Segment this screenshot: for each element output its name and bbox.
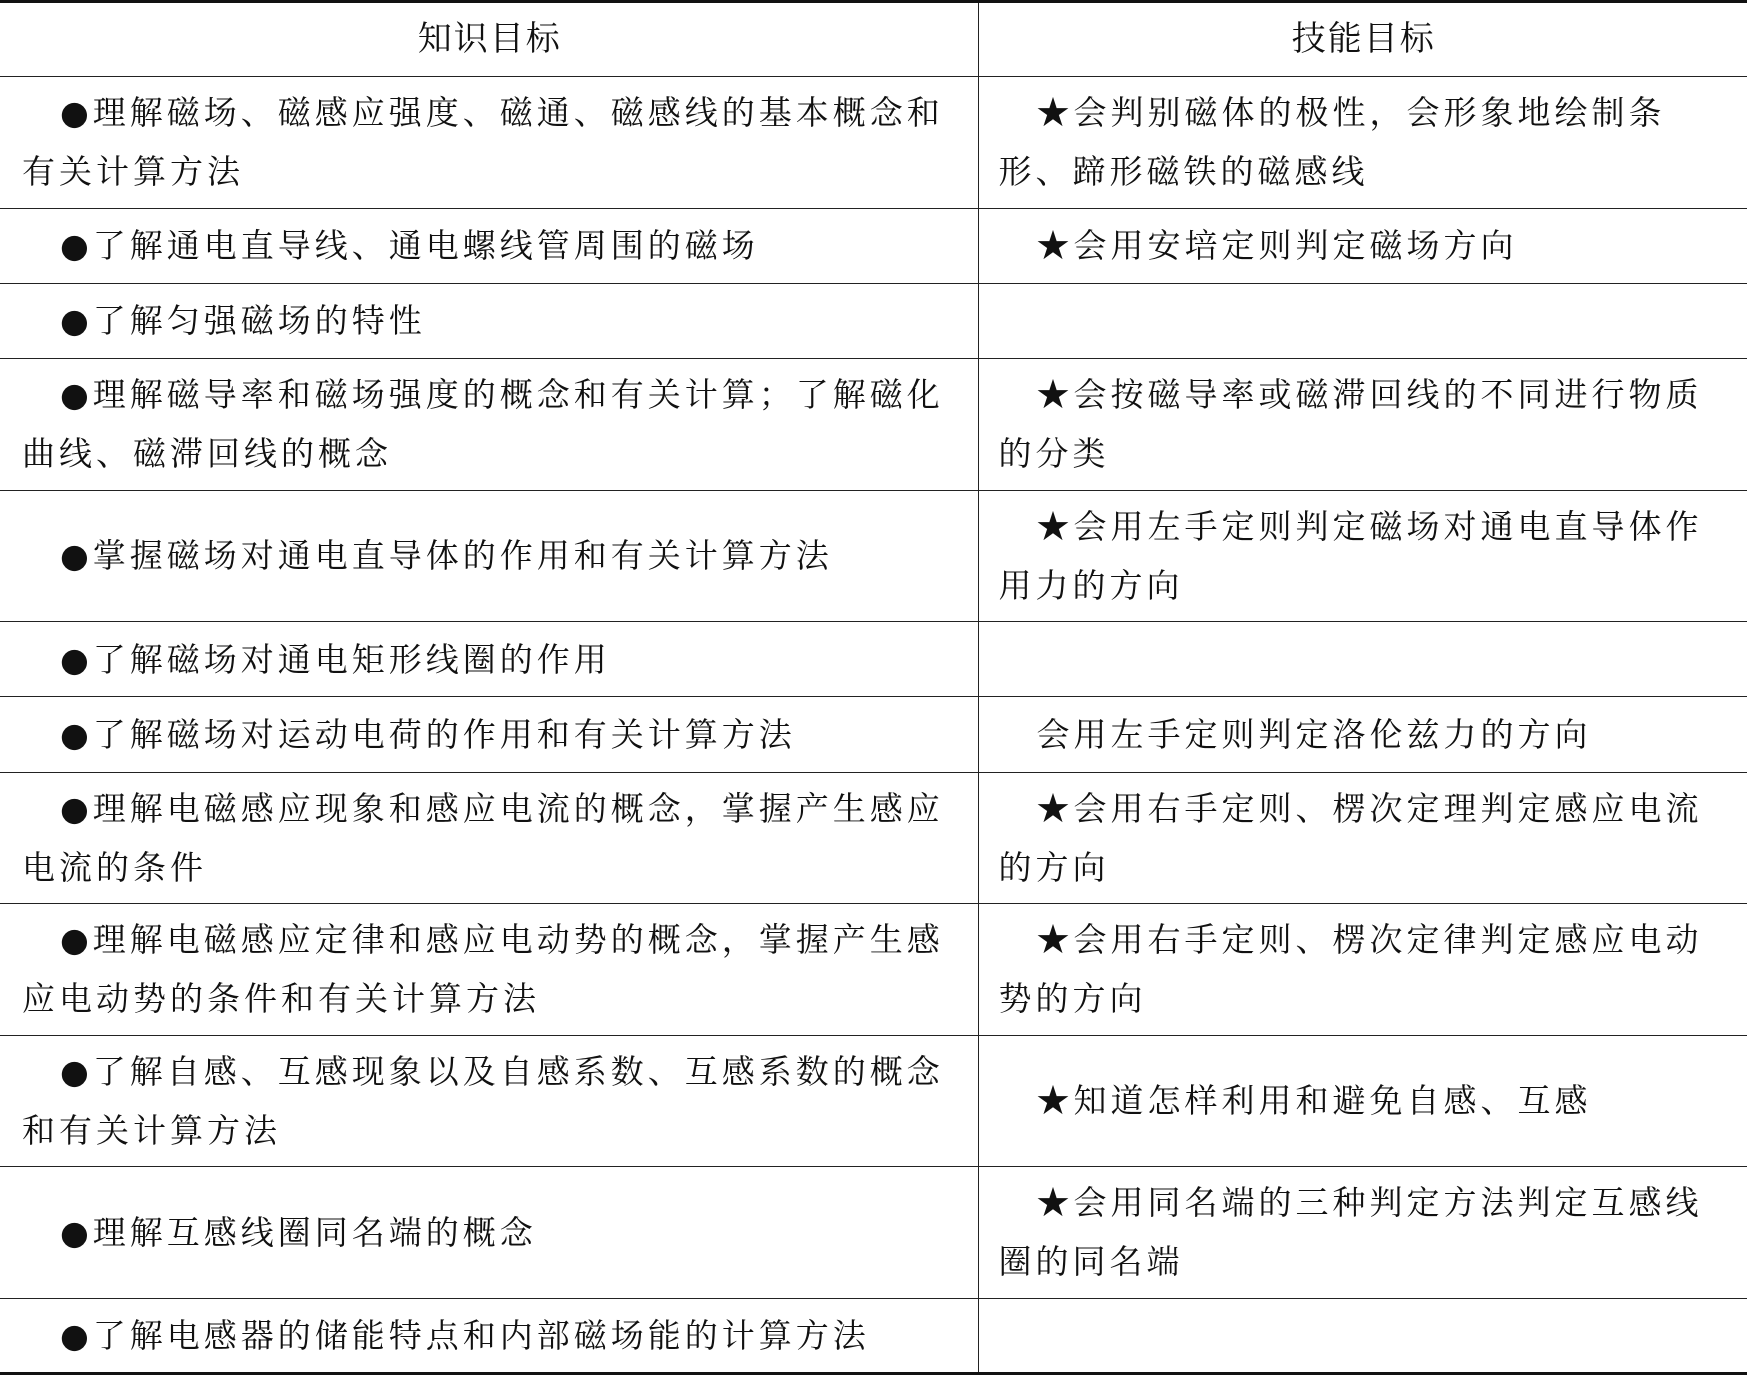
knowledge-text: ●了解磁场对通电矩形线圈的作用: [60, 639, 611, 679]
skill-text: ★会用右手定则、楞次定律判定感应电动势的方向: [998, 920, 1703, 1019]
skill-cell: [978, 1167, 1747, 1299]
skill-text: ★会用安培定则判定磁场方向: [1036, 226, 1518, 266]
table-row: [0, 1298, 1747, 1373]
knowledge-text: ●了解通电直导线、通电螺线管周围的磁场: [60, 226, 759, 266]
table-row: [0, 77, 1747, 209]
table-row: [0, 283, 1747, 358]
skill-cell: [978, 359, 1747, 491]
knowledge-cell: [0, 208, 978, 283]
skill-text: ★会判别磁体的极性，会形象地绘制条形、蹄形磁铁的磁感线: [998, 93, 1666, 192]
knowledge-cell: [0, 77, 978, 209]
knowledge-text: ●理解磁场、磁感应强度、磁通、磁感线的基本概念和有关计算方法: [22, 93, 944, 192]
knowledge-cell: [0, 1298, 978, 1373]
knowledge-cell: [0, 697, 978, 772]
knowledge-cell: [0, 359, 978, 491]
skill-cell: [978, 772, 1747, 904]
skill-text: 会用左手定则判定洛伦兹力的方向: [1036, 714, 1592, 754]
skill-cell: [978, 490, 1747, 622]
skill-cell: [978, 1298, 1747, 1373]
skill-cell: [978, 208, 1747, 283]
knowledge-text: ●理解磁导率和磁场强度的概念和有关计算；了解磁化曲线、磁滞回线的概念: [22, 375, 944, 474]
skill-cell: [978, 904, 1747, 1036]
table-row: [0, 904, 1747, 1036]
table-row: [0, 697, 1747, 772]
skill-cell: [978, 283, 1747, 358]
knowledge-text: ●理解互感线圈同名端的概念: [60, 1212, 537, 1252]
knowledge-text: ●了解电感器的储能特点和内部磁场能的计算方法: [60, 1315, 870, 1355]
knowledge-text: ●理解电磁感应定律和感应电动势的概念，掌握产生感应电动势的条件和有关计算方法: [22, 920, 944, 1019]
table-row: [0, 772, 1747, 904]
skill-cell: [978, 622, 1747, 697]
knowledge-cell: [0, 904, 978, 1036]
knowledge-text: ●理解电磁感应现象和感应电流的概念，掌握产生感应电流的条件: [22, 788, 944, 887]
knowledge-cell: [0, 490, 978, 622]
table-row: [0, 359, 1747, 491]
skill-text: ★知道怎样利用和避免自感、互感: [1036, 1081, 1592, 1121]
knowledge-cell: [0, 772, 978, 904]
skill-text: ★会用右手定则、楞次定理判定感应电流的方向: [998, 788, 1703, 887]
knowledge-text: ●了解自感、互感现象以及自感系数、互感系数的概念和有关计算方法: [22, 1051, 944, 1150]
table-row: [0, 490, 1747, 622]
skill-cell: [978, 77, 1747, 209]
header-skill-goals: 技能目标: [978, 2, 1747, 77]
knowledge-text: ●了解匀强磁场的特性: [60, 301, 426, 341]
skill-text: ★会按磁导率或磁滞回线的不同进行物质的分类: [998, 375, 1703, 474]
table-row: [0, 622, 1747, 697]
knowledge-text: ●掌握磁场对通电直导体的作用和有关计算方法: [60, 536, 833, 576]
skill-cell: [978, 697, 1747, 772]
skill-text: ★会用同名端的三种判定方法判定互感线圈的同名端: [998, 1183, 1703, 1282]
knowledge-cell: [0, 1035, 978, 1167]
table-row: [0, 208, 1747, 283]
skill-text: ★会用左手定则判定磁场对通电直导体作用力的方向: [998, 506, 1703, 605]
header-row: [0, 2, 1747, 77]
knowledge-cell: [0, 1167, 978, 1299]
knowledge-cell: [0, 622, 978, 697]
knowledge-text: ●了解磁场对运动电荷的作用和有关计算方法: [60, 714, 796, 754]
knowledge-cell: [0, 283, 978, 358]
table-row: [0, 1035, 1747, 1167]
table-row: [0, 1167, 1747, 1299]
skill-cell: [978, 1035, 1747, 1167]
header-knowledge-goals: 知识目标: [0, 2, 978, 77]
